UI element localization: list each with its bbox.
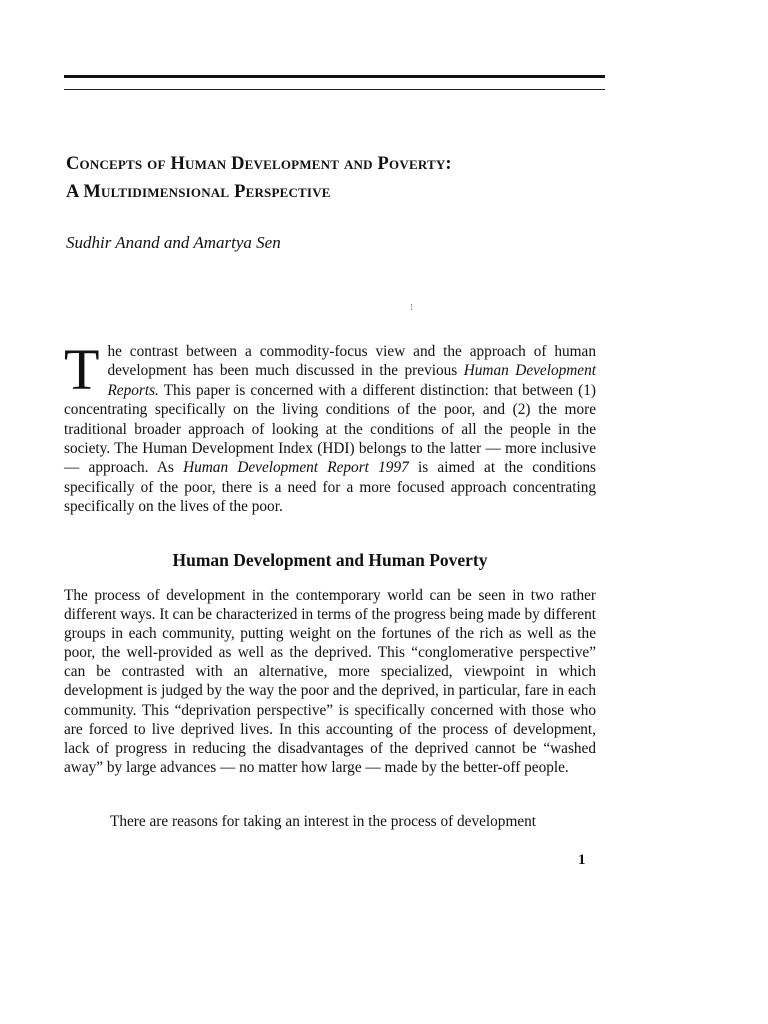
top-rule-thick xyxy=(64,75,605,78)
intro-text-3: is aimed at the conditions specifically of the poor, there is a need for a more focused approach concentrating specifically on the lives of the poor. xyxy=(64,459,596,516)
section-heading: Human Development and Human Poverty xyxy=(172,550,488,570)
intro-text-1: he contrast between a commodity-focus view and the approach of human development has been much discussed in the previous xyxy=(107,343,596,380)
page-number: 1 xyxy=(578,852,586,868)
drop-cap: T xyxy=(64,337,100,402)
article-title xyxy=(66,150,626,206)
intro-italic-1: Human Development Reports. xyxy=(107,362,596,399)
intro-italic-2: Human Development Report 1997 xyxy=(183,459,409,477)
article-title-line-1: Concepts of Human Development and Poverty: xyxy=(66,154,452,174)
top-rule-thin xyxy=(64,89,605,90)
scan-speck: ⁝ xyxy=(410,302,413,312)
intro-text-2: This paper is concerned with a different distinction: that between (1) concentrating specifically on the living conditions of the poor, and (2) the more traditional broader approach of looking at the conditions of all the people in the society. The Human Development Index (HDI) belongs to the latter — more inclusive — approach. As xyxy=(64,381,596,477)
intro-paragraph xyxy=(64,337,596,517)
body-paragraph-1: The process of development in the contemporary world can be seen in two rather different ways. It can be characterized in terms of the progress being made by different groups in each community, putting weight on the fortunes of the rich as well as the poor, the well-provided as well as the deprived. This “conglomerative perspective” can be contrasted with an alternative, more specialized, viewpoint in which development is judged by the way the poor and the deprived, in particular, fare in each community. This “deprivation perspective” is specifically concerned with those who are forced to live deprived lives. In this accounting of the process of development, lack of progress in reducing the disadvantages of the deprived cannot be “washed away” by large advances — no matter how large — made by the better-off people. xyxy=(64,587,596,776)
body-paragraph-2: There are reasons for taking an interest in the process of development xyxy=(110,813,537,830)
article-authors: Sudhir Anand and Amartya Sen xyxy=(66,233,281,252)
article-title-line-2: A Multidimensional Perspective xyxy=(66,182,331,202)
